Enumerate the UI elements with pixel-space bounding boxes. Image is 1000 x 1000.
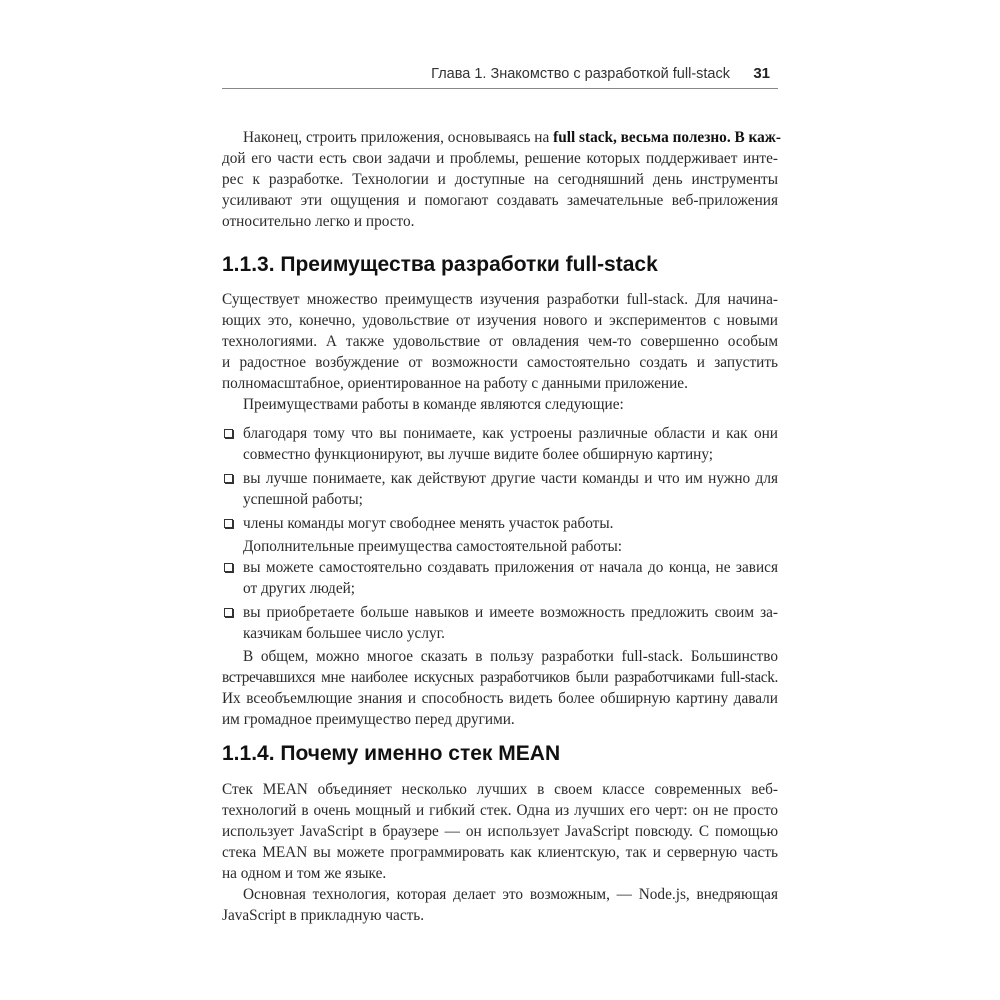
paragraph-line xyxy=(243,127,781,148)
list-item-line: от других людей; xyxy=(243,580,356,597)
paragraph-line: ющих это, конечно, удовольствие от изучения нового и экспериментов с новыми xyxy=(222,312,778,329)
checkbox-bullet-icon xyxy=(224,608,233,617)
section-heading: 1.1.3. Преимущества разработки full-stack xyxy=(222,253,658,276)
paragraph-line: использует JavaScript в браузере — он использует JavaScript повсюду. С помощью xyxy=(222,823,778,840)
paragraph-line: усиливают эти ощущения и помогают создавать замечательные веб-приложения xyxy=(222,192,778,209)
checkbox-bullet-icon xyxy=(224,519,233,528)
paragraph-line: относительно легко и просто. xyxy=(222,213,415,230)
running-header xyxy=(222,64,778,86)
paragraph-line: технологиями. А также удовольствие от овладения чем-то совершенно особым xyxy=(222,333,778,350)
bold-text: full stack, весьма полезно. В каж- xyxy=(553,129,781,146)
paragraph-line: В общем, можно многое сказать в пользу разработки full-stack. Большинство xyxy=(243,648,778,665)
paragraph-line: рес к разработке. Технологии и доступные на сегодняшний день инструменты xyxy=(222,171,778,188)
page-number: 31 xyxy=(753,65,770,82)
paragraph-line: Преимуществами работы в команде являются следующие: xyxy=(243,396,624,413)
list-item-line: члены команды могут свободнее менять участок работы. xyxy=(243,515,614,532)
checkbox-bullet-icon xyxy=(224,563,233,572)
checkbox-bullet-icon xyxy=(224,474,233,483)
list-item-line: казчикам большее число услуг. xyxy=(243,625,445,642)
paragraph-line: Существует множество преимуществ изучения разработки full-stack. Для начина- xyxy=(222,291,778,308)
paragraph-line: JavaScript в прикладную часть. xyxy=(222,907,425,924)
checkbox-bullet-icon xyxy=(224,429,233,438)
list-item-line: вы можете самостоятельно создавать приложения от начала до конца, не завися xyxy=(243,559,778,576)
list-item-line: благодаря тому что вы понимаете, как устроены различные области и как они xyxy=(243,425,778,442)
paragraph-line: и радостное возбуждение от возможности самостоятельно создать и запустить xyxy=(222,354,778,371)
paragraph-line: полномасштабное, ориентированное на работу с данными приложение. xyxy=(222,375,688,392)
paragraph-line: Стек MEAN объединяет несколько лучших в своем классе современных веб- xyxy=(222,781,778,798)
paragraph-line: дой его части есть свои задачи и проблемы, решение которых поддерживает инте- xyxy=(222,150,778,167)
list-item-line: совместно функционируют, вы лучше видите более обширную картину; xyxy=(243,446,714,463)
section-heading: 1.1.4. Почему именно стек MEAN xyxy=(222,742,561,765)
paragraph-line: Основная технология, которая делает это возможным, — Node.js, внедряющая xyxy=(243,886,778,903)
text-run: Наконец, строить приложения, основываясь на xyxy=(243,129,554,146)
header-divider xyxy=(222,88,778,89)
list-item-line: успешной работы; xyxy=(243,491,363,508)
paragraph-line: Дополнительные преимущества самостоятельной работы: xyxy=(243,538,623,555)
list-item-line: вы лучше понимаете, как действуют другие части команды и что им нужно для xyxy=(243,470,778,487)
list-item-line: вы приобретаете больше навыков и имеете возможность предложить своим за- xyxy=(243,604,778,621)
paragraph-line: им громадное преимущество перед другими. xyxy=(222,711,515,728)
paragraph-line: встречавшихся мне наиболее искусных разработчиков были разработчиками full-stack. xyxy=(222,669,778,686)
paragraph-line: на одном и том же языке. xyxy=(222,865,387,882)
paragraph-line: технологий в очень мощный и гибкий стек. Одна из лучших его черт: он не просто xyxy=(222,802,778,819)
paragraph-line: стека MEAN вы можете программировать как клиентскую, так и серверную часть xyxy=(222,844,778,861)
paragraph-line: Их всеобъемлющие знания и способность видеть более обширную картину давали xyxy=(222,690,778,707)
chapter-title: Глава 1. Знакомство с разработкой full-stack xyxy=(431,66,730,82)
